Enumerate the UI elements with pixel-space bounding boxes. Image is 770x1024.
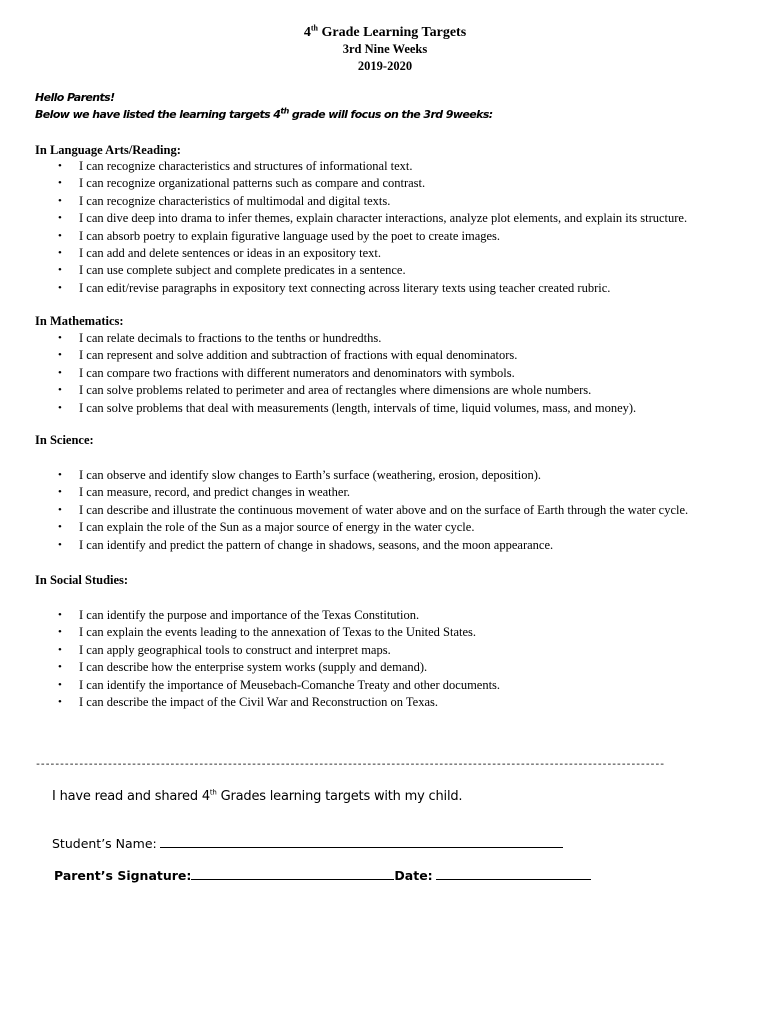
science-target-list [0, 467, 688, 554]
list-item: • I can absorb poetry to explain figurative language used by the poet to create images. [0, 228, 687, 245]
list-item: • I can observe and identify slow changes to Earth’s surface (weathering, erosion, deposition). [0, 467, 688, 484]
list-item: • I can recognize organizational patterns such as compare and contrast. [0, 175, 687, 192]
intro-line: Below we have listed the learning targets 4th grade will focus on the 3rd 9weeks: [35, 106, 493, 121]
bullet-icon: • [58, 401, 62, 414]
greeting-line: Hello Parents! [35, 91, 115, 104]
list-item: • I can represent and solve addition and subtraction of fractions with equal denominators. [0, 347, 636, 364]
student-name-row [52, 835, 563, 852]
bullet-icon: • [58, 160, 62, 172]
student-name-field[interactable] [160, 835, 563, 848]
list-item: • I can dive deep into drama to infer themes, explain character interactions, analyze plot elements, and explain its structure. [0, 210, 687, 227]
bullet-icon: • [58, 678, 62, 691]
bullet-icon: • [58, 661, 62, 674]
social-studies-target-list [0, 607, 500, 711]
date-field[interactable] [436, 867, 591, 880]
confirmation-statement: I have read and shared 4th Grades learning targets with my child. [52, 788, 463, 804]
list-item: • I can use complete subject and complete predicates in a sentence. [0, 262, 687, 279]
section-heading-science: In Science: [35, 433, 94, 447]
section-heading-math: In Mathematics: [35, 314, 124, 328]
ela-target-list [0, 158, 687, 297]
bullet-icon: • [58, 486, 62, 499]
parent-signature-label: Parent’s Signature: [54, 868, 192, 883]
bullet-icon: • [58, 177, 62, 190]
page-subtitle: 3rd Nine Weeks [342, 42, 428, 56]
list-item: • I can apply geographical tools to construct and interpret maps. [0, 642, 500, 659]
list-item: • I can describe how the enterprise system works (supply and demand). [0, 659, 500, 676]
parent-signature-field[interactable] [191, 867, 394, 880]
list-item: • I can relate decimals to fractions to the tenths or hundredths. [0, 330, 636, 347]
bullet-icon: • [58, 609, 62, 621]
list-item: • I can recognize characteristics of multimodal and digital texts. [0, 193, 687, 210]
bullet-icon: • [58, 264, 62, 277]
list-item: • I can add and delete sentences or ideas in an expository text. [0, 245, 687, 262]
bullet-icon: • [58, 349, 62, 362]
list-item: • I can solve problems related to perimeter and area of rectangles where dimensions are whole numbers. [0, 382, 636, 399]
list-item: • I can explain the events leading to the annexation of Texas to the United States. [0, 624, 500, 641]
list-item: • I can measure, record, and predict changes in weather. [0, 484, 688, 501]
list-item: • I can identify the importance of Meusebach-Comanche Treaty and other documents. [0, 677, 500, 694]
list-item: • I can edit/revise paragraphs in expository text connecting across literary texts using teacher created rubric. [0, 280, 687, 297]
section-heading-social-studies: In Social Studies: [35, 573, 129, 587]
cut-line-separator: ----------------------------------------------------------------------------------------------------------------------------------- [35, 760, 664, 771]
list-item: • I can identify and predict the pattern of change in shadows, seasons, and the moon appearance. [0, 537, 688, 554]
bullet-icon: • [58, 212, 62, 225]
list-item: • I can compare two fractions with different numerators and denominators with symbols. [0, 365, 636, 382]
bullet-icon: • [58, 332, 62, 344]
list-item: • I can describe the impact of the Civil War and Reconstruction on Texas. [0, 694, 500, 711]
bullet-icon: • [58, 229, 62, 242]
bullet-icon: • [58, 521, 62, 534]
bullet-icon: • [58, 503, 62, 516]
section-heading-ela: In Language Arts/Reading: [35, 143, 181, 157]
bullet-icon: • [58, 281, 62, 294]
date-label: Date: [394, 868, 433, 883]
list-item: • I can explain the role of the Sun as a major source of energy in the water cycle. [0, 519, 688, 536]
bullet-icon: • [58, 695, 62, 708]
list-item: • I can solve problems that deal with measurements (length, intervals of time, liquid volumes, mass, and money). [0, 400, 636, 417]
school-year: 2019-2020 [357, 59, 413, 73]
bullet-icon: • [58, 643, 62, 656]
student-name-label: Student’s Name: [52, 836, 157, 851]
list-item: • I can recognize characteristics and structures of informational text. [0, 158, 687, 175]
list-item: • I can identify the purpose and importance of the Texas Constitution. [0, 607, 500, 624]
page-title: 4th Grade Learning Targets [303, 23, 467, 40]
bullet-icon: • [58, 366, 62, 379]
parent-signature-row [54, 867, 591, 884]
bullet-icon: • [58, 246, 62, 259]
math-target-list [0, 330, 636, 417]
list-item: • I can describe and illustrate the continuous movement of water above and on the surface of Earth through the water cycle. [0, 502, 688, 519]
bullet-icon: • [58, 626, 62, 639]
bullet-icon: • [58, 384, 62, 397]
bullet-icon: • [58, 194, 62, 207]
bullet-icon: • [58, 469, 62, 481]
bullet-icon: • [58, 538, 62, 551]
